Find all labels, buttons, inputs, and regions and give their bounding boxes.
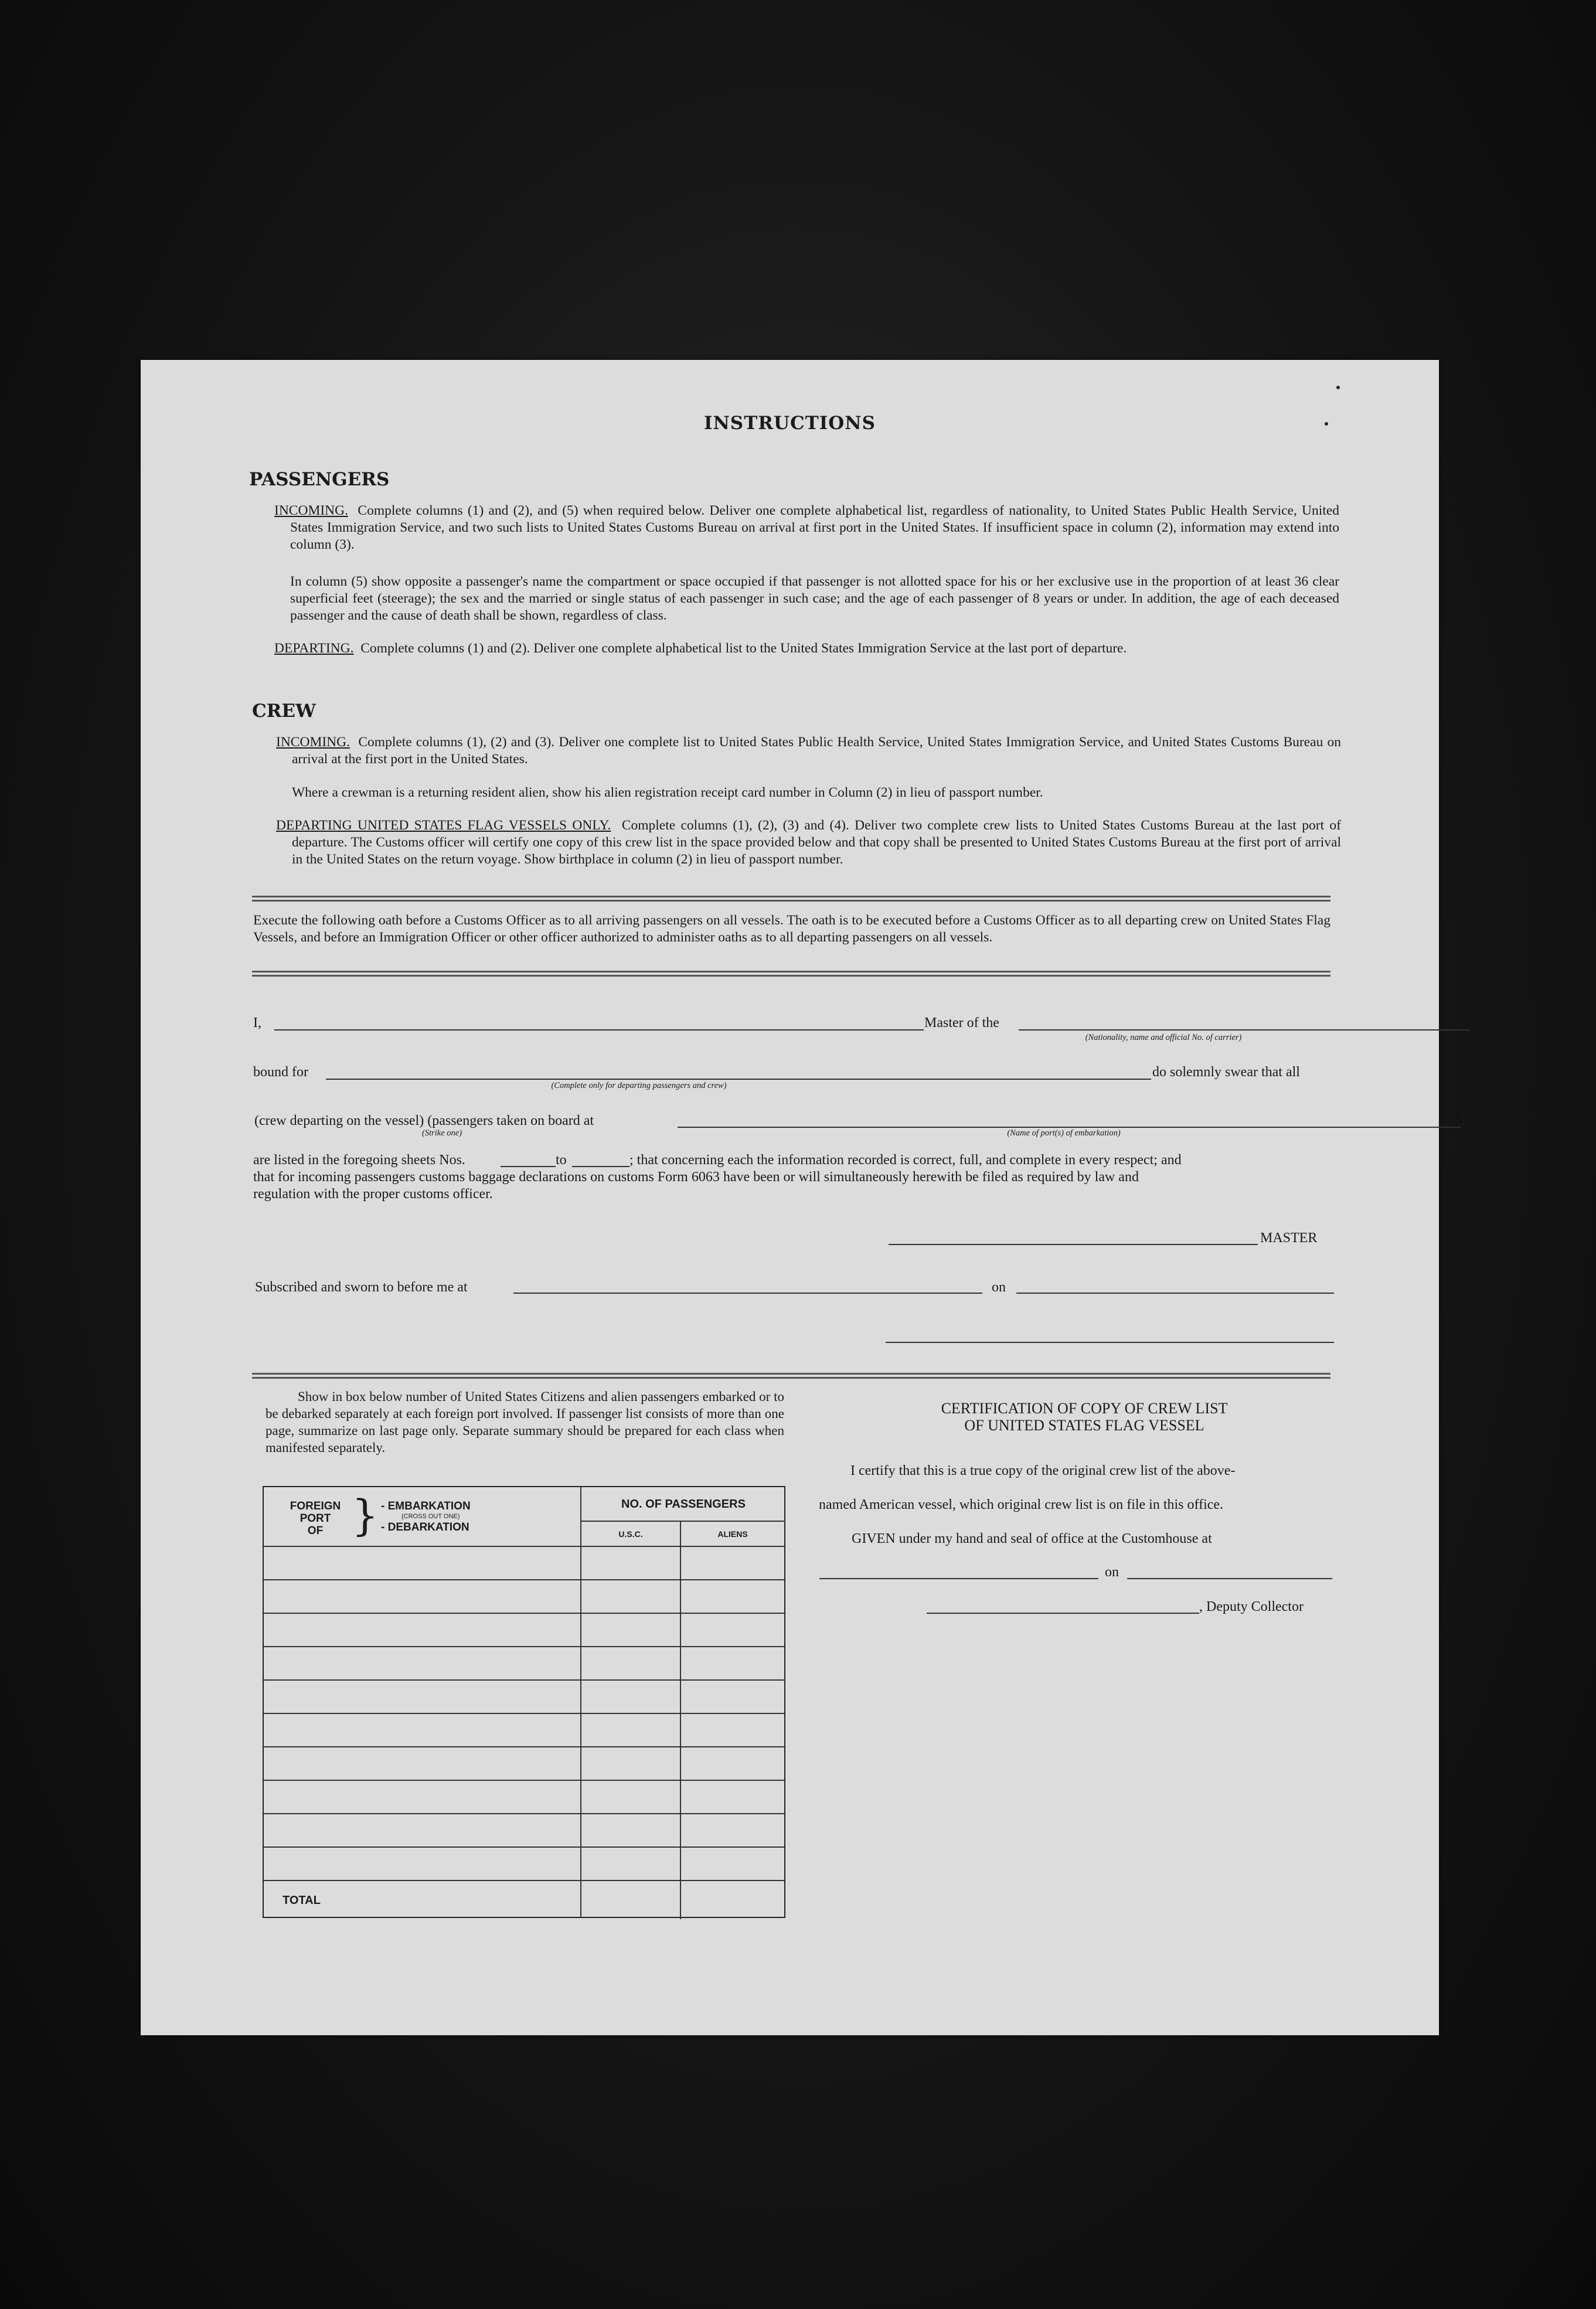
oath-instructions: Execute the following oath before a Customs Officer as to all arriving passengers on all vessels. The oath is to be executed before a Customs Officer as to all departing crew on United States Flag Vessels, and before an Immigration Officer or other officer authorized to administer oaths as to all departing passengers on all vessels. [253, 913, 1330, 945]
master-label: MASTER [1260, 1230, 1318, 1246]
sheet-to-field[interactable] [572, 1166, 629, 1167]
crew-heading: CREW [252, 700, 316, 722]
table-row-line [264, 1746, 784, 1747]
subscribed-on-label: on [992, 1280, 1006, 1295]
section-divider [252, 896, 1330, 902]
embarkation-label: - EMBARKATION [381, 1500, 471, 1512]
complete-only-caption: (Complete only for departing passengers and crew) [551, 1081, 727, 1090]
table-row-line [264, 1546, 784, 1547]
subscribed-label: Subscribed and sworn to before me at [255, 1280, 468, 1295]
bound-for-label: bound for [253, 1065, 308, 1080]
solemnly-swear-text: do solemnly swear that all [1152, 1065, 1300, 1080]
speck-mark [1336, 386, 1340, 389]
passengers-incoming-paragraph [274, 502, 1339, 553]
foreign-word: FOREIGN [290, 1500, 341, 1512]
table-row-line [264, 1579, 784, 1580]
master-of-the-label: Master of the [924, 1015, 999, 1031]
table-row-line [264, 1679, 784, 1681]
close-paren: ) [1461, 1113, 1465, 1128]
carrier-field[interactable] [1019, 1029, 1470, 1031]
port-word: PORT [300, 1512, 331, 1525]
crew-passengers-strike-text: (crew departing on the vessel) (passengers taken on board at [254, 1113, 594, 1128]
table-row-line [264, 1646, 784, 1647]
crew-resident-paragraph: Where a crewman is a returning resident alien, show his alien registration receipt card number in Column (2) in lieu of passport number. [292, 785, 1043, 800]
no-of-passengers-header: NO. OF PASSENGERS [621, 1498, 746, 1511]
officer-signature-field[interactable] [886, 1342, 1334, 1343]
passengers-column5-paragraph: In column (5) show opposite a passenger's name the compartment or space occupied if that passenger is not allotted space for his or her exclusive use in the proportion of at least 36 clear superficial feet (steerage); the sex and the married or single status of each passenger in such case; and the age of each passenger of 8 years or under. In addition, the age of each deceased passenger and the cause of death shall be shown, regardless of class. [290, 574, 1339, 623]
bound-for-field[interactable] [326, 1079, 1151, 1080]
debarkation-label: - DEBARKATION [381, 1521, 469, 1533]
listed-line-2: that for incoming passengers customs baggage declarations on customs Form 6063 have been or will simultaneously herewith be filed as required by law and [253, 1169, 1139, 1185]
certify-line-1: I certify that this is a true copy of the original crew list of the above- [850, 1463, 1236, 1478]
certification-on-label: on [1105, 1565, 1119, 1580]
summary-instructions: Show in box below number of United States Citizens and alien passengers embarked or to be debarked separately at each foreign port involved. If passenger list consists of more than one page, summarize on last page only. Separate summary should be prepared for each class when manifested separately. [266, 1389, 784, 1455]
subscribed-date-field[interactable] [1016, 1293, 1334, 1294]
listed-line-3: regulation with the proper customs officer. [253, 1186, 493, 1202]
foreign-port-of-label [280, 1500, 350, 1537]
deputy-collector-signature-field[interactable] [927, 1613, 1199, 1614]
document-page [141, 360, 1465, 2035]
table-row-line [264, 1880, 784, 1881]
certification-date-field[interactable] [1127, 1578, 1332, 1579]
crew-incoming-text: Complete columns (1), (2) and (3). Deliver one complete list to United States Public Health Service, United States Immigration Service, and United States Customs Bureau on arrival at the first port in the United States. [292, 734, 1341, 767]
table-divider [580, 1487, 581, 1917]
listed-text-rest: ; that concerning each the information recorded is correct, full, and complete in every respect; and [629, 1152, 1182, 1168]
usc-header: U.S.C. [618, 1529, 643, 1539]
strike-one-caption: (Strike one) [422, 1128, 462, 1138]
crew-incoming-label: INCOMING. [276, 734, 350, 750]
customhouse-field[interactable] [819, 1578, 1098, 1579]
passengers-incoming-text: Complete columns (1) and (2), and (5) when required below. Deliver one complete alphabetical list, regardless of nationality, to United States Public Health Service, United States Immigration Service, and two such lists to United States Customs Bureau on arrival at first port in the United States. If insufficient space in column (2), information may extend into column (3). [290, 503, 1339, 552]
oath-i-label: I, [253, 1015, 261, 1031]
certification-title [832, 1400, 1336, 1434]
table-row-line [264, 1613, 784, 1614]
passengers-departing-paragraph [274, 640, 1339, 657]
listed-text-start: are listed in the foregoing sheets Nos. [253, 1152, 465, 1168]
total-label: TOTAL [283, 1894, 321, 1907]
master-signature-field[interactable] [889, 1244, 1258, 1245]
brace-icon: } [352, 1491, 379, 1540]
crew-departing-paragraph [276, 817, 1341, 868]
certify-line-2: named American vessel, which original crew list is on file in this office. [819, 1497, 1224, 1512]
passengers-departing-text: Complete columns (1) and (2). Deliver one complete alphabetical list to the United States Immigration Service at the last port of departure. [360, 641, 1127, 656]
crew-departing-text: Complete columns (1), (2), (3) and (4). Deliver two complete crew lists to United States Customs Bureau at the last port of departure. The Customs officer will certify one copy of this crew list in the space provided below and that copy shall be presented to United States Customs Bureau at the first port of arrival in the United States on the return voyage. Show birthplace in column (2) in lieu of passport number. [292, 818, 1341, 867]
passengers-incoming-label: INCOMING. [274, 503, 348, 518]
passenger-summary-table [263, 1486, 785, 1918]
sheet-from-field[interactable] [501, 1166, 556, 1167]
port-embarkation-field[interactable] [678, 1127, 1461, 1128]
to-label: to [556, 1152, 567, 1168]
master-name-field[interactable] [274, 1029, 924, 1031]
aliens-header: ALIENS [717, 1529, 748, 1539]
port-caption: (Name of port(s) of embarkation) [1007, 1128, 1121, 1138]
section-divider [252, 971, 1330, 977]
subscribed-place-field[interactable] [513, 1293, 982, 1294]
page-title: INSTRUCTIONS [703, 413, 876, 434]
passengers-heading: PASSENGERS [249, 469, 390, 490]
nationality-caption: (Nationality, name and official No. of carrier) [1085, 1033, 1242, 1042]
table-divider [680, 1521, 681, 1919]
section-divider [252, 1373, 1330, 1379]
of-word: OF [307, 1525, 324, 1537]
table-divider [580, 1521, 785, 1522]
port-header-cell [264, 1487, 580, 1546]
certification-title-line-2: OF UNITED STATES FLAG VESSEL [964, 1417, 1204, 1434]
table-row-line [264, 1813, 784, 1814]
cross-out-one-label: (CROSS OUT ONE) [401, 1513, 460, 1520]
certification-title-line-1: CERTIFICATION OF COPY OF CREW LIST [941, 1400, 1228, 1417]
deputy-collector-label: , Deputy Collector [1199, 1599, 1304, 1614]
given-line: GIVEN under my hand and seal of office at the Customhouse at [852, 1531, 1212, 1546]
table-row-line [264, 1713, 784, 1714]
passengers-departing-label: DEPARTING. [274, 641, 354, 656]
table-row-line [264, 1780, 784, 1781]
crew-departing-label: DEPARTING UNITED STATES FLAG VESSELS ONLY. [276, 818, 611, 833]
crew-incoming-paragraph [276, 734, 1341, 768]
table-row-line [264, 1846, 784, 1848]
